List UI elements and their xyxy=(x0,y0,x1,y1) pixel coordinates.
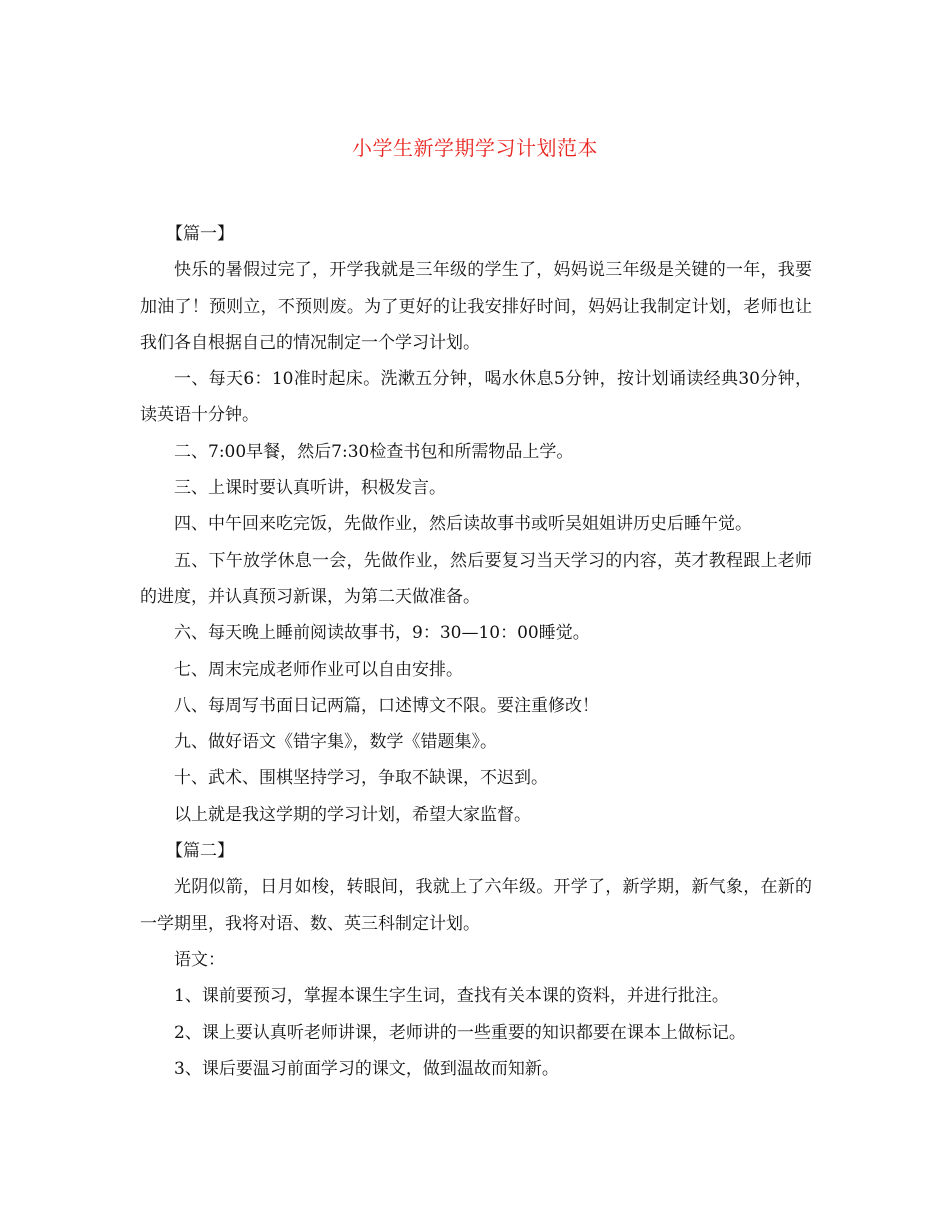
document-body xyxy=(140,216,812,1087)
paragraph: 光阴似箭，日月如梭，转眼间，我就上了六年级。开学了，新学期，新气象，在新的一学期里，我将对语、数、英三科制定计划。 xyxy=(140,877,812,934)
paragraph: 五、下午放学休息一会，先做作业，然后要复习当天学习的内容，英才教程跟上老师的进度，并认真预习新课，为第二天做准备。 xyxy=(140,550,812,607)
paragraph: 九、做好语文《错字集》，数学《错题集》。 xyxy=(174,732,497,753)
paragraph: 以上就是我这学期的学习计划，希望大家监督。 xyxy=(174,804,531,825)
paragraph: 十、武术、围棋坚持学习，争取不缺课，不迟到。 xyxy=(174,768,548,789)
section-heading: 【篇一】 xyxy=(166,224,234,244)
paragraph: 3、课后要温习前面学习的课文，做到温故而知新。 xyxy=(174,1058,559,1079)
paragraph: 八、每周写书面日记两篇，口述博文不限。要注重修改！ xyxy=(174,695,599,716)
paragraph: 1、课前要预习，掌握本课生字生词，查找有关本课的资料，并进行批注。 xyxy=(174,986,729,1007)
paragraph: 快乐的暑假过完了，开学我就是三年级的学生了，妈妈说三年级是关键的一年，我要加油了！预则立，不预则废。为了更好的让我安排好时间，妈妈让我制定计划，老师也让我们各自根据自己的情况制定一个学习计划。 xyxy=(140,260,812,353)
paragraph: 2、课上要认真听老师讲课，老师讲的一些重要的知识都要在课本上做标记。 xyxy=(174,1022,746,1043)
paragraph: 二、7:00早餐，然后7:30检查书包和所需物品上学。 xyxy=(174,441,574,462)
paragraph: 七、周末完成老师作业可以自由安排。 xyxy=(174,659,463,680)
paragraph: 三、上课时要认真听讲，积极发言。 xyxy=(174,478,446,499)
paragraph: 四、中午回来吃完饭，先做作业，然后读故事书或听吴姐姐讲历史后睡午觉。 xyxy=(174,514,752,535)
paragraph: 一、每天6：10准时起床。洗漱五分钟，喝水休息5分钟，按计划诵读经典30分钟，读英语十分钟。 xyxy=(140,369,812,426)
section-heading: 【篇二】 xyxy=(166,841,234,862)
paragraph: 语文： xyxy=(174,949,225,970)
document-title: 小学生新学期学习计划范本 xyxy=(352,136,598,160)
paragraph: 六、每天晚上睡前阅读故事书，9：30—10：00睡觉。 xyxy=(174,623,590,644)
